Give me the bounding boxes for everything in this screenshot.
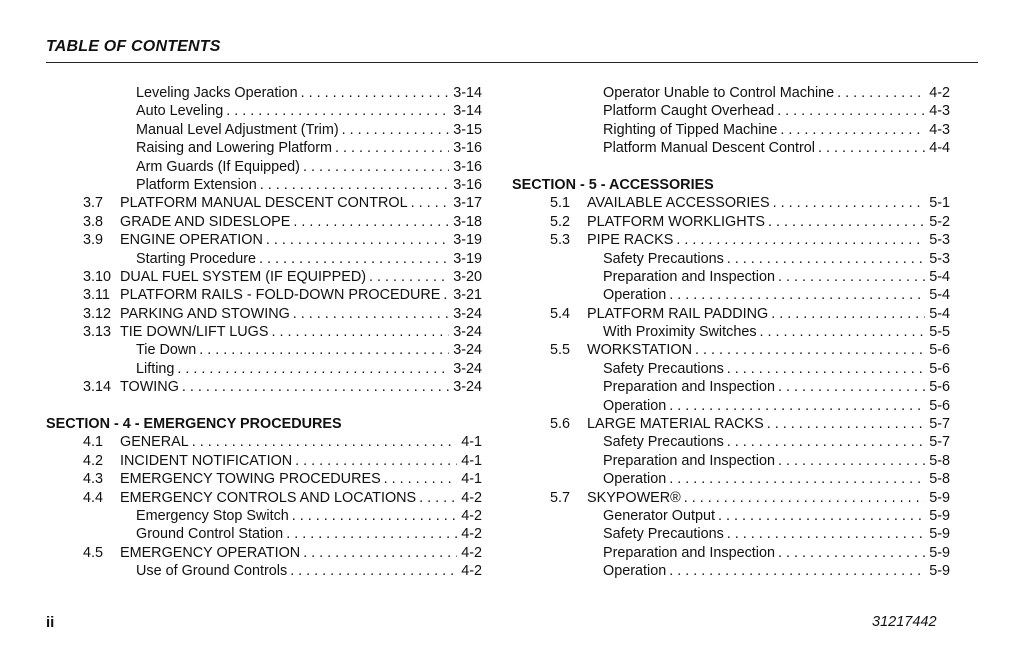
toc-entry-page: 5-9 [929,507,950,524]
section-4-heading[interactable]: SECTION - 4 - EMERGENCY PROCEDURES [46,416,342,433]
toc-entry-page: 5-6 [929,397,950,414]
toc-entry-title: ENGINE OPERATION [120,232,263,249]
toc-entry-title: EMERGENCY CONTROLS AND LOCATIONS [120,489,417,506]
toc-entry-line [603,323,950,341]
toc-dot-leader [293,213,449,231]
toc-entry-title: Lifting [136,360,175,377]
toc-entry-title: TOWING [120,379,179,396]
toc-entry[interactable] [512,470,950,488]
toc-entry-page: 5-1 [929,195,950,212]
toc-entry-page: 5-7 [929,416,950,433]
toc-dot-leader [293,305,449,323]
toc-dot-leader [419,489,457,507]
toc-entry-title: With Proximity Switches [603,324,757,341]
toc-entry-page: 4-2 [461,544,482,561]
toc-entry[interactable] [512,452,950,470]
section-5-heading[interactable]: SECTION - 5 - ACCESSORIES [512,176,714,193]
toc-entry-title: GRADE AND SIDESLOPE [120,213,291,230]
toc-entry-number: 5.5 [550,342,571,359]
toc-entry[interactable] [46,102,482,120]
toc-entry-number: 5.6 [550,416,571,433]
toc-entry-title: SKYPOWER® [587,489,681,506]
toc-dot-leader [669,397,925,415]
toc-entry[interactable] [46,360,482,378]
toc-entry-line [603,452,950,470]
toc-dot-leader [286,525,457,543]
toc-entry-line [120,231,482,249]
toc-entry-line [603,102,950,120]
toc-entry-title: Starting Procedure [136,250,256,267]
toc-entry-title: Emergency Stop Switch [136,507,289,524]
toc-entry-line [120,268,482,286]
toc-entry[interactable] [46,323,482,341]
toc-entry-number: 5.2 [550,213,571,230]
toc-dot-leader [695,341,925,359]
toc-entry-line [603,525,950,543]
toc-entry-line [136,176,482,194]
toc-entry-number: 5.1 [550,195,571,212]
toc-dot-leader [303,158,449,176]
toc-entry-title: PLATFORM MANUAL DESCENT CONTROL [120,195,408,212]
toc-entry[interactable] [46,194,482,212]
toc-entry-page: 3-24 [453,342,482,359]
toc-entry-title: Platform Caught Overhead [603,103,775,120]
toc-entry[interactable] [46,341,482,359]
toc-entry-page: 4-2 [461,489,482,506]
toc-entry-number: 3.11 [83,287,110,304]
toc-dot-leader [226,102,449,120]
toc-entry-page: 3-16 [453,158,482,175]
toc-entry-page: 5-9 [929,544,950,561]
toc-entry[interactable] [512,433,950,451]
toc-entry-title: PIPE RACKS [587,232,674,249]
toc-entry[interactable] [46,544,482,562]
toc-right-column [512,84,950,581]
toc-entry-page: 4-4 [929,140,950,157]
toc-entry-title: Operation [603,397,667,414]
toc-entry-page: 5-4 [929,305,950,322]
toc-dot-leader [290,562,457,580]
toc-entry-title: INCIDENT NOTIFICATION [120,452,293,469]
toc-entry-page: 4-1 [461,452,482,469]
toc-entry-line [120,489,482,507]
toc-entry-page: 5-7 [929,434,950,451]
toc-entry-title: Operator Unable to Control Machine [603,85,835,101]
toc-entry-page: 5-6 [929,360,950,377]
toc-entry[interactable] [512,305,950,323]
toc-entry-line [603,544,950,562]
toc-entry-line [587,305,950,323]
toc-entry-title: Auto Leveling [136,103,224,120]
toc-entry[interactable] [512,231,950,249]
toc-entry-page: 3-24 [453,305,482,322]
toc-entry-line [603,360,950,378]
toc-entry[interactable] [512,121,950,139]
toc-entry-title: WORKSTATION [587,342,692,359]
toc-entry[interactable] [46,268,482,286]
toc-entry[interactable] [512,562,950,580]
toc-dot-leader [369,268,449,286]
toc-entry-title: EMERGENCY TOWING PROCEDURES [120,471,381,488]
toc-entry[interactable] [512,544,950,562]
toc-entry-line [603,378,950,396]
toc-entry[interactable] [512,268,950,286]
toc-entry-number: 4.2 [83,452,104,469]
toc-dot-leader [669,470,925,488]
toc-entry-line [120,194,482,212]
section-spacer [46,397,482,415]
toc-list-right-top [512,84,950,158]
toc-entry-line [120,470,482,488]
toc-entry[interactable] [46,470,482,488]
toc-entry-line [120,323,482,341]
toc-entry[interactable] [512,102,950,120]
toc-entry-line [603,470,950,488]
toc-entry-title: Platform Extension [136,176,257,193]
toc-entry-line [603,268,950,286]
toc-entry-title: Generator Output [603,507,715,524]
toc-dot-leader [177,360,449,378]
page-title: TABLE OF CONTENTS [46,38,221,55]
toc-entry-page: 5-6 [929,379,950,396]
toc-dot-leader [760,323,926,341]
toc-entry-number: 5.7 [550,489,571,506]
toc-entry[interactable] [46,433,482,451]
toc-entry-title: Operation [603,563,667,580]
toc-list-section-4 [46,433,482,580]
toc-entry-line [587,194,950,212]
toc-entry-page: 4-1 [461,434,482,451]
toc-entry[interactable] [512,360,950,378]
toc-dot-leader [260,176,449,194]
toc-entry-line [136,102,482,120]
toc-dot-leader [295,452,457,470]
page-number: ii [46,614,55,631]
toc-entry-page: 4-2 [461,507,482,524]
toc-entry-line [603,84,950,102]
toc-entry-number: 5.3 [550,232,571,249]
toc-entry-line [136,84,482,102]
toc-dot-leader [778,268,925,286]
toc-entry-line [587,415,950,433]
document-number: 31217442 [872,614,937,630]
toc-entry-line [120,213,482,231]
toc-entry-number: 3.7 [83,195,104,212]
toc-dot-leader [780,121,925,139]
toc-entry[interactable] [46,507,482,525]
toc-entry-page: 3-17 [453,195,482,212]
toc-dot-leader [684,489,925,507]
toc-entry-page: 5-9 [929,563,950,580]
toc-entry-title: EMERGENCY OPERATION [120,544,301,561]
toc-entry-line [603,250,950,268]
toc-entry-title: PLATFORM RAIL PADDING [587,305,769,322]
toc-entry-page: 5-9 [929,526,950,543]
toc-entry-line [136,507,482,525]
toc-dot-leader [182,378,449,396]
toc-entry-title: Operation [603,287,667,304]
toc-entry-line [603,139,950,157]
toc-entry-title: TIE DOWN/LIFT LUGS [120,324,269,341]
toc-entry-title: AVAILABLE ACCESSORIES [587,195,770,212]
toc-entry-line [120,544,482,562]
toc-entry-number: 3.13 [83,324,112,341]
toc-entry[interactable] [46,562,482,580]
toc-entry-page: 4-3 [929,103,950,120]
toc-entry[interactable] [46,489,482,507]
toc-entry-line [603,121,950,139]
toc-entry-title: Operation [603,471,667,488]
toc-dot-leader [266,231,449,249]
toc-entry-page: 3-18 [453,213,482,230]
toc-entry[interactable] [512,194,950,212]
toc-entry-number: 4.5 [83,544,104,561]
toc-dot-leader [669,286,925,304]
toc-entry-page: 3-16 [453,176,482,193]
toc-entry-title: Raising and Lowering Platform [136,140,332,157]
toc-entry-line [587,341,950,359]
toc-entry[interactable] [46,231,482,249]
toc-entry-line [120,305,482,323]
toc-entry-number: 3.9 [83,232,104,249]
toc-entry[interactable] [512,415,950,433]
toc-entry-page: 5-4 [929,268,950,285]
toc-dot-leader [773,194,926,212]
toc-entry-page: 5-9 [929,489,950,506]
toc-entry[interactable] [46,213,482,231]
toc-entry-title: PARKING AND STOWING [120,305,290,322]
toc-entry-title: DUAL FUEL SYSTEM (IF EQUIPPED) [120,268,367,285]
toc-entry[interactable] [46,176,482,194]
toc-entry[interactable] [512,341,950,359]
toc-entry-line [603,397,950,415]
toc-entry-line [120,452,482,470]
toc-entry[interactable] [46,250,482,268]
toc-entry-line [587,231,950,249]
toc-entry-title: Safety Precautions [603,250,724,267]
toc-entry-title: LARGE MATERIAL RACKS [587,416,764,433]
toc-entry-page: 5-5 [929,324,950,341]
toc-entry[interactable] [512,507,950,525]
toc-entry-title: Safety Precautions [603,526,724,543]
toc-dot-leader [727,525,925,543]
toc-dot-leader [301,84,450,102]
toc-entry-number: 5.4 [550,305,571,322]
toc-dot-leader [303,544,457,562]
toc-entry[interactable] [46,452,482,470]
toc-dot-leader [778,544,925,562]
toc-entry-page: 3-15 [453,121,482,138]
toc-entry[interactable] [512,378,950,396]
toc-entry-line [136,360,482,378]
toc-entry-line [603,433,950,451]
toc-dot-leader [818,139,925,157]
toc-left-column [46,84,482,581]
toc-entry-line [603,507,950,525]
toc-entry-number: 4.1 [83,434,104,451]
toc-dot-leader [718,507,925,525]
toc-entry[interactable] [46,378,482,396]
toc-entry-title: PLATFORM RAILS - FOLD-DOWN PROCEDURE [120,287,441,304]
toc-entry-line [136,121,482,139]
toc-entry-title: PLATFORM WORKLIGHTS [587,213,766,230]
toc-entry-number: 3.12 [83,305,112,322]
toc-entry[interactable] [512,139,950,157]
toc-entry-page: 3-16 [453,140,482,157]
toc-entry-page: 4-2 [461,526,482,543]
toc-entry[interactable] [512,397,950,415]
toc-entry-page: 5-4 [929,287,950,304]
toc-entry[interactable] [512,213,950,231]
toc-dot-leader [259,250,449,268]
toc-dot-leader [727,250,925,268]
toc-entry-page: 5-6 [929,342,950,359]
toc-dot-leader [192,433,457,451]
toc-entry-page: 4-2 [461,563,482,580]
toc-entry-line [603,286,950,304]
toc-entry-title: Preparation and Inspection [603,379,776,396]
toc-dot-leader [837,84,925,102]
toc-dot-leader [411,194,450,212]
toc-entry[interactable] [46,84,482,102]
toc-entry-page: 5-8 [929,452,950,469]
toc-entry-title: Tie Down [136,342,197,359]
toc-dot-leader [271,323,449,341]
toc-entry[interactable] [512,489,950,507]
toc-entry-line [136,562,482,580]
toc-dot-leader [342,121,450,139]
toc-entry-title: Safety Precautions [603,360,724,377]
toc-dot-leader [727,360,925,378]
toc-entry[interactable] [512,323,950,341]
toc-dot-leader [768,213,925,231]
toc-entry[interactable] [512,250,950,268]
toc-dot-leader [292,507,457,525]
toc-entry-page: 3-14 [453,103,482,120]
toc-entry-line [136,525,482,543]
toc-entry-line [136,341,482,359]
toc-entry-title: Platform Manual Descent Control [603,140,815,157]
toc-entry[interactable] [46,305,482,323]
toc-dot-leader [199,341,449,359]
toc-entry-line [587,489,950,507]
toc-dot-leader [669,562,925,580]
toc-entry-title: Preparation and Inspection [603,268,776,285]
toc-entry-title: Manual Level Adjustment (Trim) [136,121,339,138]
toc-entry-page: 3-24 [453,324,482,341]
toc-entry[interactable] [46,158,482,176]
toc-entry-page: 5-3 [929,250,950,267]
toc-entry[interactable] [46,121,482,139]
toc-entry-line [136,158,482,176]
toc-entry-line [120,378,482,396]
toc-entry-title: Arm Guards (If Equipped) [136,158,300,175]
section-spacer [512,158,950,176]
toc-entry-page: 3-24 [453,379,482,396]
toc-entry-page: 3-14 [453,85,482,101]
toc-list-left-top [46,84,482,397]
toc-entry-page: 3-20 [453,268,482,285]
toc-entry[interactable] [512,84,950,102]
toc-dot-leader [778,378,925,396]
toc-entry-page: 5-2 [929,213,950,230]
toc-entry-title: Preparation and Inspection [603,544,776,561]
toc-dot-leader [767,415,925,433]
toc-dot-leader [384,470,458,488]
toc-entry-page: 3-21 [453,287,482,304]
toc-dot-leader [727,433,925,451]
toc-entry-number: 3.10 [83,268,112,285]
toc-entry-line [120,286,482,304]
toc-entry-number: 3.8 [83,213,104,230]
toc-entry-page: 4-2 [929,85,950,101]
toc-entry-number: 4.3 [83,471,104,488]
toc-entry-line [587,213,950,231]
toc-entry-title: Safety Precautions [603,434,724,451]
toc-entry-line [120,433,482,451]
toc-dot-leader [676,231,925,249]
toc-dot-leader [335,139,449,157]
toc-list-section-5 [512,194,950,580]
toc-dot-leader [771,305,925,323]
toc-entry-line [603,562,950,580]
toc-entry-page: 4-3 [929,121,950,138]
toc-entry[interactable] [512,286,950,304]
header-divider [46,62,978,63]
toc-entry-title: Ground Control Station [136,526,284,543]
toc-entry[interactable] [46,286,482,304]
toc-entry-title: Leveling Jacks Operation [136,85,298,101]
toc-entry-page: 3-19 [453,250,482,267]
toc-entry-page: 5-3 [929,232,950,249]
toc-entry-number: 4.4 [83,489,104,506]
toc-entry-number: 3.14 [83,379,112,396]
toc-entry-title: Righting of Tipped Machine [603,121,778,138]
toc-entry-page: 4-1 [461,471,482,488]
toc-entry-title: GENERAL [120,434,189,451]
toc-entry[interactable] [512,525,950,543]
toc-entry-page: 3-19 [453,232,482,249]
toc-dot-leader [777,102,925,120]
toc-entry-title: Preparation and Inspection [603,452,776,469]
toc-entry[interactable] [46,525,482,543]
toc-entry[interactable] [46,139,482,157]
toc-entry-page: 5-8 [929,471,950,488]
toc-dot-leader [778,452,925,470]
toc-entry-page: 3-24 [453,360,482,377]
toc-entry-line [136,139,482,157]
toc-entry-title: Use of Ground Controls [136,563,288,580]
toc-entry-line [136,250,482,268]
